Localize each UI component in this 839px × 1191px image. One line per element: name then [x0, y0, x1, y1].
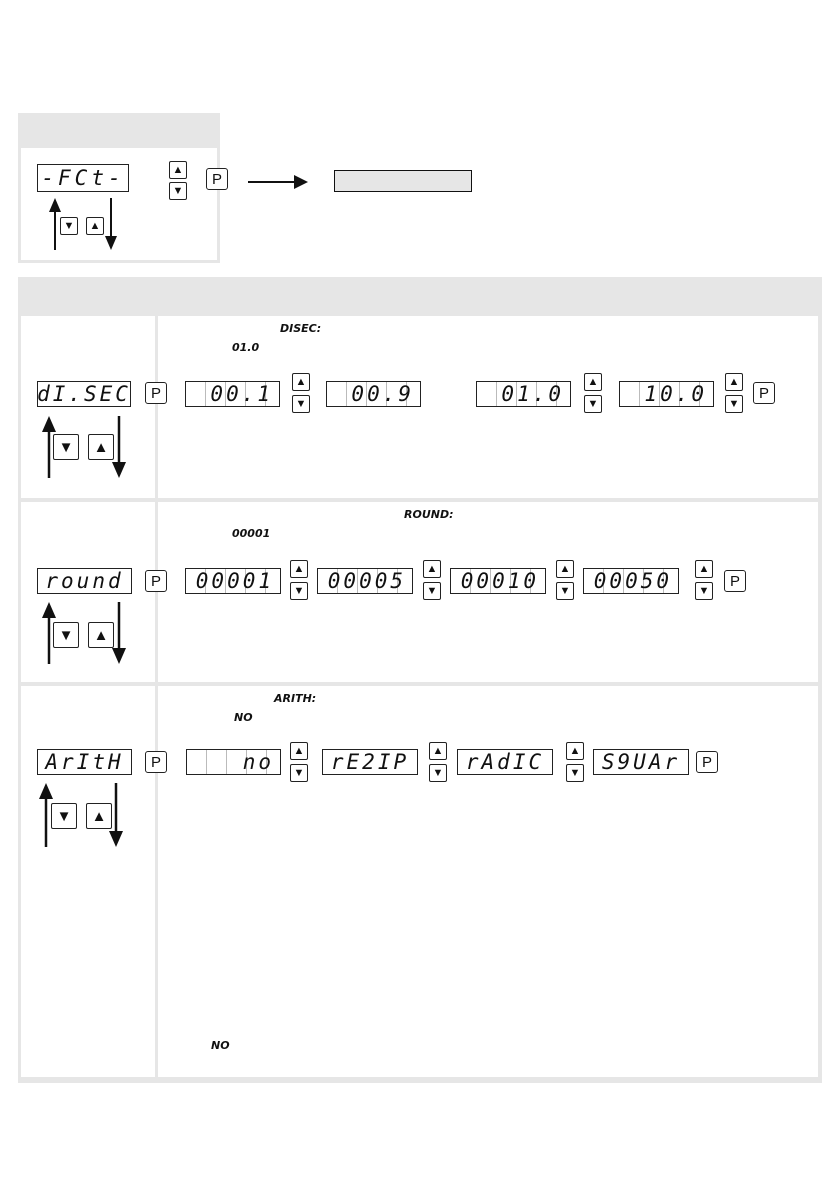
down-arrow-icon: ▼: [426, 584, 438, 597]
row1-p-button[interactable]: P: [145, 382, 167, 404]
up-arrow-icon: ▲: [172, 163, 184, 176]
down-arrow-icon: ▼: [63, 219, 75, 232]
up-arrow-icon: ▲: [293, 562, 305, 575]
nav-down-button[interactable]: [60, 217, 78, 235]
row2-end-p-button[interactable]: P: [724, 570, 746, 592]
row3-bottom-note: NO: [211, 1039, 230, 1052]
row3-down-button-2[interactable]: [429, 764, 447, 782]
row2-down-button-4[interactable]: [695, 582, 713, 600]
row2-down-button-2[interactable]: [423, 582, 441, 600]
row3-note-title: ARITH:: [274, 692, 317, 705]
p-button[interactable]: P: [206, 168, 228, 190]
row1-option-4: 10.0: [619, 381, 714, 407]
up-arrow-icon: ▲: [426, 562, 438, 575]
row2-up-button-2[interactable]: [423, 560, 441, 578]
down-arrow-icon: ▼: [58, 438, 74, 456]
row2-display: round: [37, 568, 132, 594]
down-arrow-icon: ▼: [172, 184, 184, 197]
up-arrow-icon: ▲: [569, 744, 581, 757]
function-display: [37, 164, 129, 192]
row3-end-p-button[interactable]: P: [696, 751, 718, 773]
row2-down-button-3[interactable]: [556, 582, 574, 600]
row2-nav-down-arrow-icon: [111, 602, 127, 664]
row3-up-button-3[interactable]: [566, 742, 584, 760]
nav-up-button[interactable]: [86, 217, 104, 235]
row1-display: dI.SEC: [37, 382, 131, 406]
row1-note-title: DISEC:: [280, 322, 322, 335]
row3-nav-down-arrow-icon: [108, 783, 124, 847]
row1-nav-down-arrow-icon: [111, 416, 127, 478]
row3-option-1: no: [186, 749, 281, 775]
row2-option-3: 00010: [450, 568, 546, 594]
row2-note-title: ROUND:: [404, 508, 454, 521]
up-arrow-icon: ▲: [89, 219, 101, 232]
row1-note-default: 01.0: [232, 341, 260, 354]
row2-p-button[interactable]: P: [145, 570, 167, 592]
nav-down-arrow-icon: [103, 198, 119, 250]
row3-p-button[interactable]: P: [145, 751, 167, 773]
row3-option-4: S9UAr: [593, 749, 689, 775]
row1-option-1: 00.1: [185, 381, 280, 407]
down-arrow-icon: ▼: [698, 584, 710, 597]
row3-note-default: NO: [234, 711, 253, 724]
row3-left-cell: [21, 686, 155, 1077]
down-arrow-icon: ▼: [58, 626, 74, 644]
row3-nav-down-button[interactable]: [51, 803, 77, 829]
row2-nav-down-button[interactable]: [53, 622, 79, 648]
down-arrow-icon: ▼: [587, 397, 599, 410]
row1-option-3: 01.0: [476, 381, 571, 407]
row2-up-button-1[interactable]: [290, 560, 308, 578]
up-arrow-icon: ▲: [91, 807, 107, 825]
row1-down-button-3[interactable]: [725, 395, 743, 413]
down-arrow-icon: ▼: [569, 766, 581, 779]
down-button[interactable]: [169, 182, 187, 200]
row1-end-p-button[interactable]: P: [753, 382, 775, 404]
row2-down-button-1[interactable]: [290, 582, 308, 600]
up-button[interactable]: [169, 161, 187, 179]
row2-option-2: 00005: [317, 568, 413, 594]
row2-note-default: 00001: [232, 527, 271, 540]
row3-down-button-3[interactable]: [566, 764, 584, 782]
row1-up-button-3[interactable]: [725, 373, 743, 391]
row2-option-1: 00001: [185, 568, 281, 594]
up-arrow-icon: ▲: [93, 438, 109, 456]
empty-display-box: [334, 170, 472, 192]
row3-option-3: rAdIC: [457, 749, 553, 775]
up-arrow-icon: ▲: [93, 626, 109, 644]
row1-down-button-1[interactable]: [292, 395, 310, 413]
up-arrow-icon: ▲: [587, 375, 599, 388]
up-arrow-icon: ▲: [295, 375, 307, 388]
row2-up-button-3[interactable]: [556, 560, 574, 578]
up-arrow-icon: ▲: [728, 375, 740, 388]
down-arrow-icon: ▼: [559, 584, 571, 597]
down-arrow-icon: ▼: [293, 584, 305, 597]
row2-up-button-4[interactable]: [695, 560, 713, 578]
down-arrow-icon: ▼: [728, 397, 740, 410]
down-arrow-icon: ▼: [432, 766, 444, 779]
up-arrow-icon: ▲: [559, 562, 571, 575]
row2-option-4: 00050: [583, 568, 679, 594]
row3-display: ArItH: [37, 749, 132, 775]
row1-option-2: 00.9: [326, 381, 421, 407]
down-arrow-icon: ▼: [293, 766, 305, 779]
function-display-text: -FCt-: [41, 166, 125, 190]
row3-right-cell: [158, 686, 818, 1077]
up-arrow-icon: ▲: [293, 744, 305, 757]
row1-nav-down-button[interactable]: [53, 434, 79, 460]
row3-up-button-2[interactable]: [429, 742, 447, 760]
down-arrow-icon: ▼: [56, 807, 72, 825]
down-arrow-icon: ▼: [295, 397, 307, 410]
row1-up-button-1[interactable]: [292, 373, 310, 391]
row1-up-button-2[interactable]: [584, 373, 602, 391]
right-arrow-icon: [246, 172, 310, 192]
row3-option-2: rE2IP: [322, 749, 418, 775]
row3-up-button-1[interactable]: [290, 742, 308, 760]
row1-down-button-2[interactable]: [584, 395, 602, 413]
row3-down-button-1[interactable]: [290, 764, 308, 782]
up-arrow-icon: ▲: [698, 562, 710, 575]
up-arrow-icon: ▲: [432, 744, 444, 757]
